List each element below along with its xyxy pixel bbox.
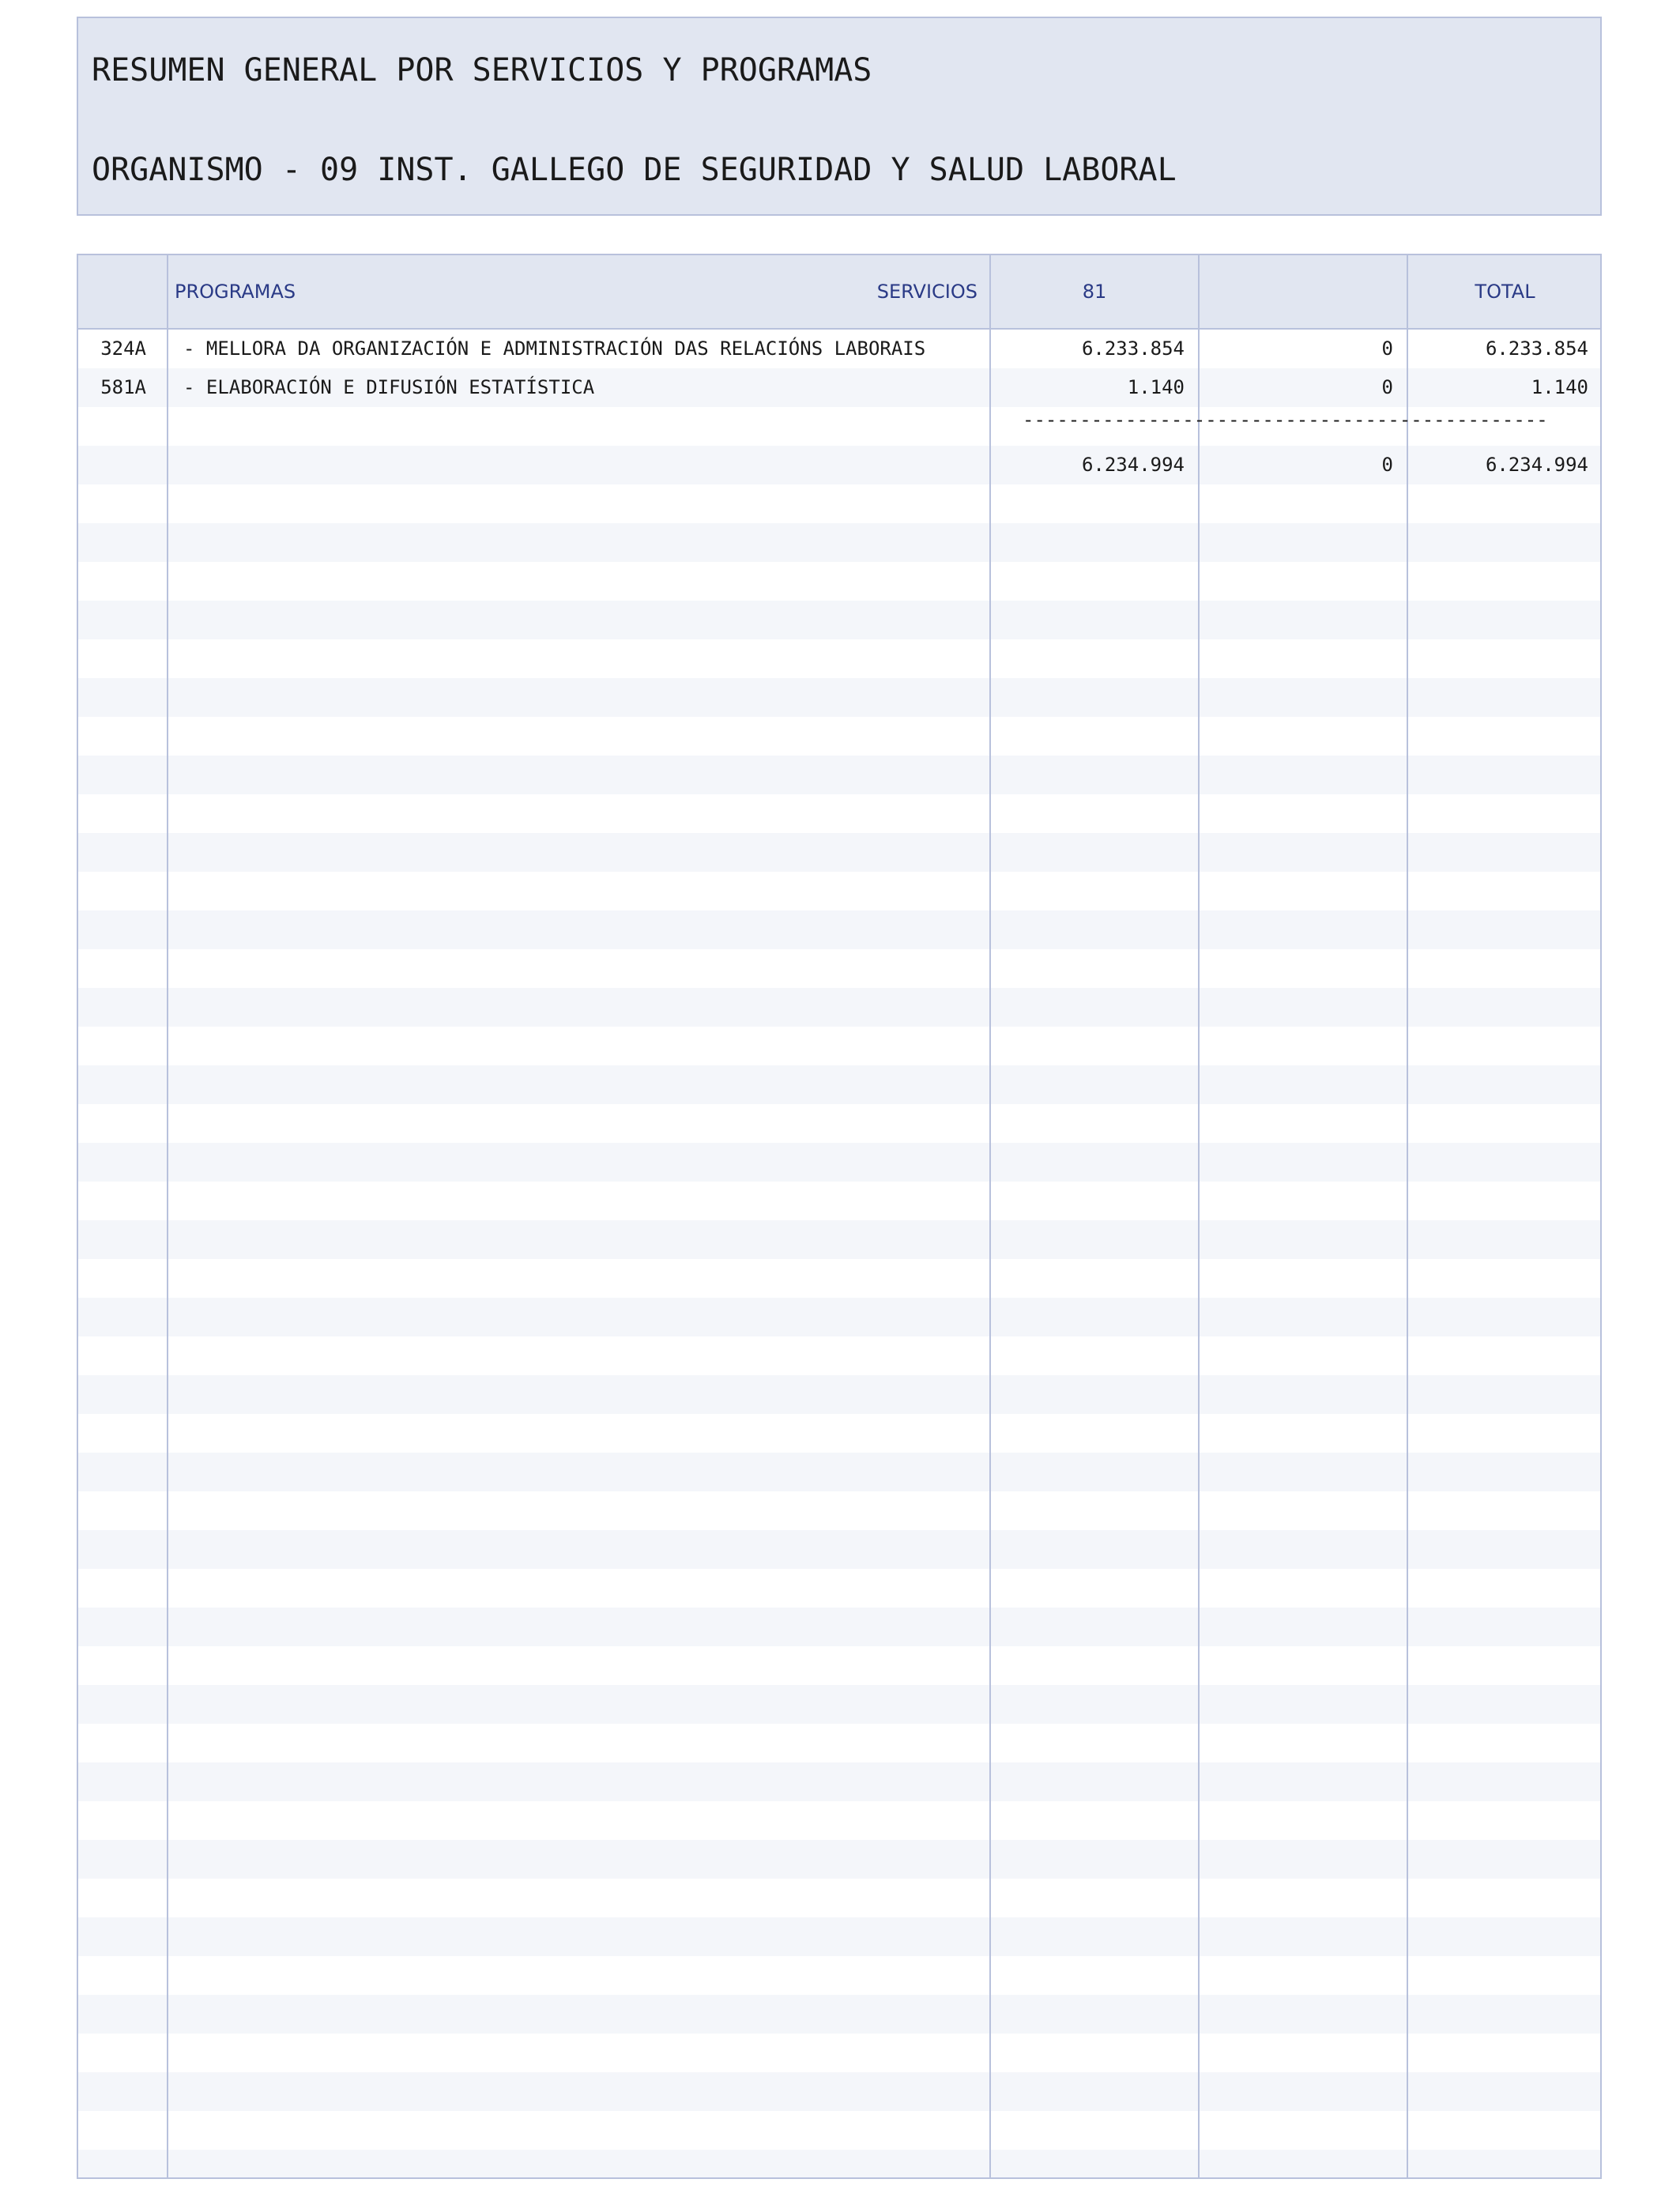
- program-code: 324A: [100, 337, 146, 360]
- totals-separator: ----------------------------------------------: [1023, 410, 1548, 429]
- report-title: RESUMEN GENERAL POR SERVICIOS Y PROGRAMAS: [92, 52, 872, 89]
- value-blank-column: 0: [1381, 337, 1393, 360]
- column-header-blank: [1200, 255, 1407, 328]
- value-81: 1.140: [1127, 376, 1185, 398]
- summary-table: [77, 254, 1602, 2179]
- value-blank-column: 0: [1381, 376, 1393, 398]
- column-header-programas: PROGRAMAS: [175, 281, 296, 303]
- value-81: 6.233.854: [1081, 337, 1185, 360]
- report-header: [77, 17, 1602, 216]
- column-header-81: 81: [1082, 281, 1107, 303]
- table-header: [78, 255, 1600, 330]
- column-header-servicios: SERVICIOS: [876, 281, 977, 303]
- column-divider: [1198, 255, 1200, 2177]
- column-divider: [167, 255, 168, 2177]
- grand-total: 6.234.994: [1485, 454, 1588, 476]
- value-total: 6.233.854: [1485, 337, 1588, 360]
- total-81: 6.234.994: [1081, 454, 1185, 476]
- table-row-stripes: [78, 330, 1600, 2179]
- column-header-total: TOTAL: [1475, 281, 1535, 303]
- organism-title: ORGANISMO - 09 INST. GALLEGO DE SEGURIDAD Y SALUD LABORAL: [92, 152, 1177, 188]
- program-description: - MELLORA DA ORGANIZACIÓN E ADMINISTRACIÓN DAS RELACIÓNS LABORAIS: [183, 337, 926, 360]
- program-code: 581A: [100, 376, 146, 398]
- column-divider: [989, 255, 991, 2177]
- value-total: 1.140: [1531, 376, 1588, 398]
- program-description: - ELABORACIÓN E DIFUSIÓN ESTATÍSTICA: [183, 376, 595, 398]
- column-divider: [1407, 255, 1408, 2177]
- total-blank-column: 0: [1381, 454, 1393, 476]
